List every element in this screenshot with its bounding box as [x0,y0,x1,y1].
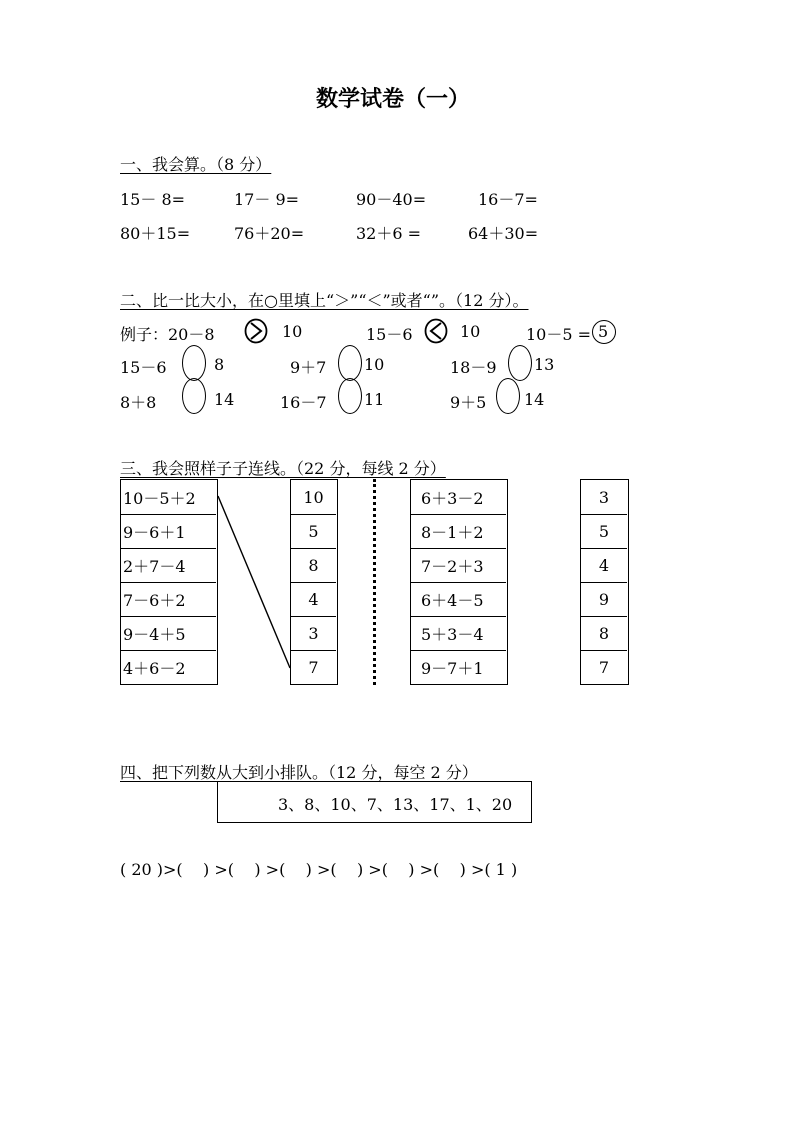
expression-cell[interactable]: 7－2＋3 [411,548,506,582]
dotted-divider [373,479,376,685]
expression-cell[interactable]: 9－4＋5 [121,616,216,650]
compare-right: 14 [214,390,235,409]
expression-cell[interactable]: 2＋7－4 [121,548,216,582]
result-cell[interactable]: 4 [581,548,627,582]
example-value: 10 [460,322,481,341]
page-title: 数学试卷（一） [316,86,471,112]
expression-cell[interactable]: 8－1＋2 [411,514,506,548]
compare-left: 9＋7 [290,358,327,377]
example-answer: 5 [598,322,609,341]
compare-right: 10 [364,355,385,374]
result-cell[interactable]: 8 [581,616,627,650]
result-cell[interactable]: 4 [291,582,336,616]
result-cell[interactable]: 7 [291,650,336,683]
expression-cell[interactable]: 7－6＋2 [121,582,216,616]
result-column-right [580,479,629,685]
compare-left: 16－7 [280,393,327,412]
number-list: 3、8、10、7、13、17、1、20 [278,795,513,814]
result-cell[interactable]: 9 [581,582,627,616]
expression-column-right [410,479,508,685]
expression-cell[interactable]: 6＋3－2 [421,488,484,508]
expression-cell[interactable]: 4＋6－2 [121,650,216,683]
example-label: 例子：20－8 [120,325,215,344]
result-cell[interactable]: 5 [581,514,627,548]
ordering-answer-line[interactable]: ( 20 )>( ) >( ) >( ) >( ) >( ) >( ) >( 1 ) [120,860,518,879]
result-cell[interactable]: 5 [291,514,336,548]
expression-cell[interactable]: 9－6＋1 [121,514,216,548]
compare-left: 9＋5 [450,393,487,412]
expression-cell[interactable]: 9－7＋1 [411,650,506,683]
example-value: 10 [282,322,303,341]
number-box [217,781,532,823]
example-value: 10－5 = [526,325,592,344]
problem: 76＋20= [234,224,305,243]
example-value: 15－6 [366,325,413,344]
result-cell[interactable]: 10 [303,487,324,507]
compare-left: 18－9 [450,358,497,377]
problem: 64＋30= [468,224,539,243]
section2-heading: 二、比一比大小，在○里填上“＞”“＜”或者“”。（12 分）。 [120,291,529,310]
problem: 15－ 8= [120,190,186,209]
result-cell[interactable]: 8 [291,548,336,582]
result-cell[interactable]: 7 [581,650,627,683]
problem: 32＋6 = [356,224,422,243]
expression-cell[interactable]: 5＋3－4 [411,616,506,650]
compare-left: 8＋8 [120,393,157,412]
compare-right: 11 [364,390,385,409]
compare-left: 15－6 [120,358,167,377]
compare-right: 8 [214,355,225,374]
problem: 80＋15= [120,224,191,243]
expression-cell[interactable]: 10－5＋2 [123,488,196,508]
result-cell[interactable]: 3 [291,616,336,650]
compare-right: 13 [534,355,555,374]
problem: 17－ 9= [234,190,300,209]
section4-heading: 四、把下列数从大到小排队。（12 分，每空 2 分） [120,763,478,782]
problem: 90－40= [356,190,427,209]
expression-cell[interactable]: 6＋4－5 [411,582,506,616]
compare-right: 14 [524,390,545,409]
section3-heading: 三、我会照样子子连线。（22 分，每线 2 分） [120,459,446,478]
section1-heading: 一、我会算。（8 分） [120,155,272,174]
problem: 16－7= [478,190,538,209]
result-cell[interactable]: 3 [598,487,610,507]
